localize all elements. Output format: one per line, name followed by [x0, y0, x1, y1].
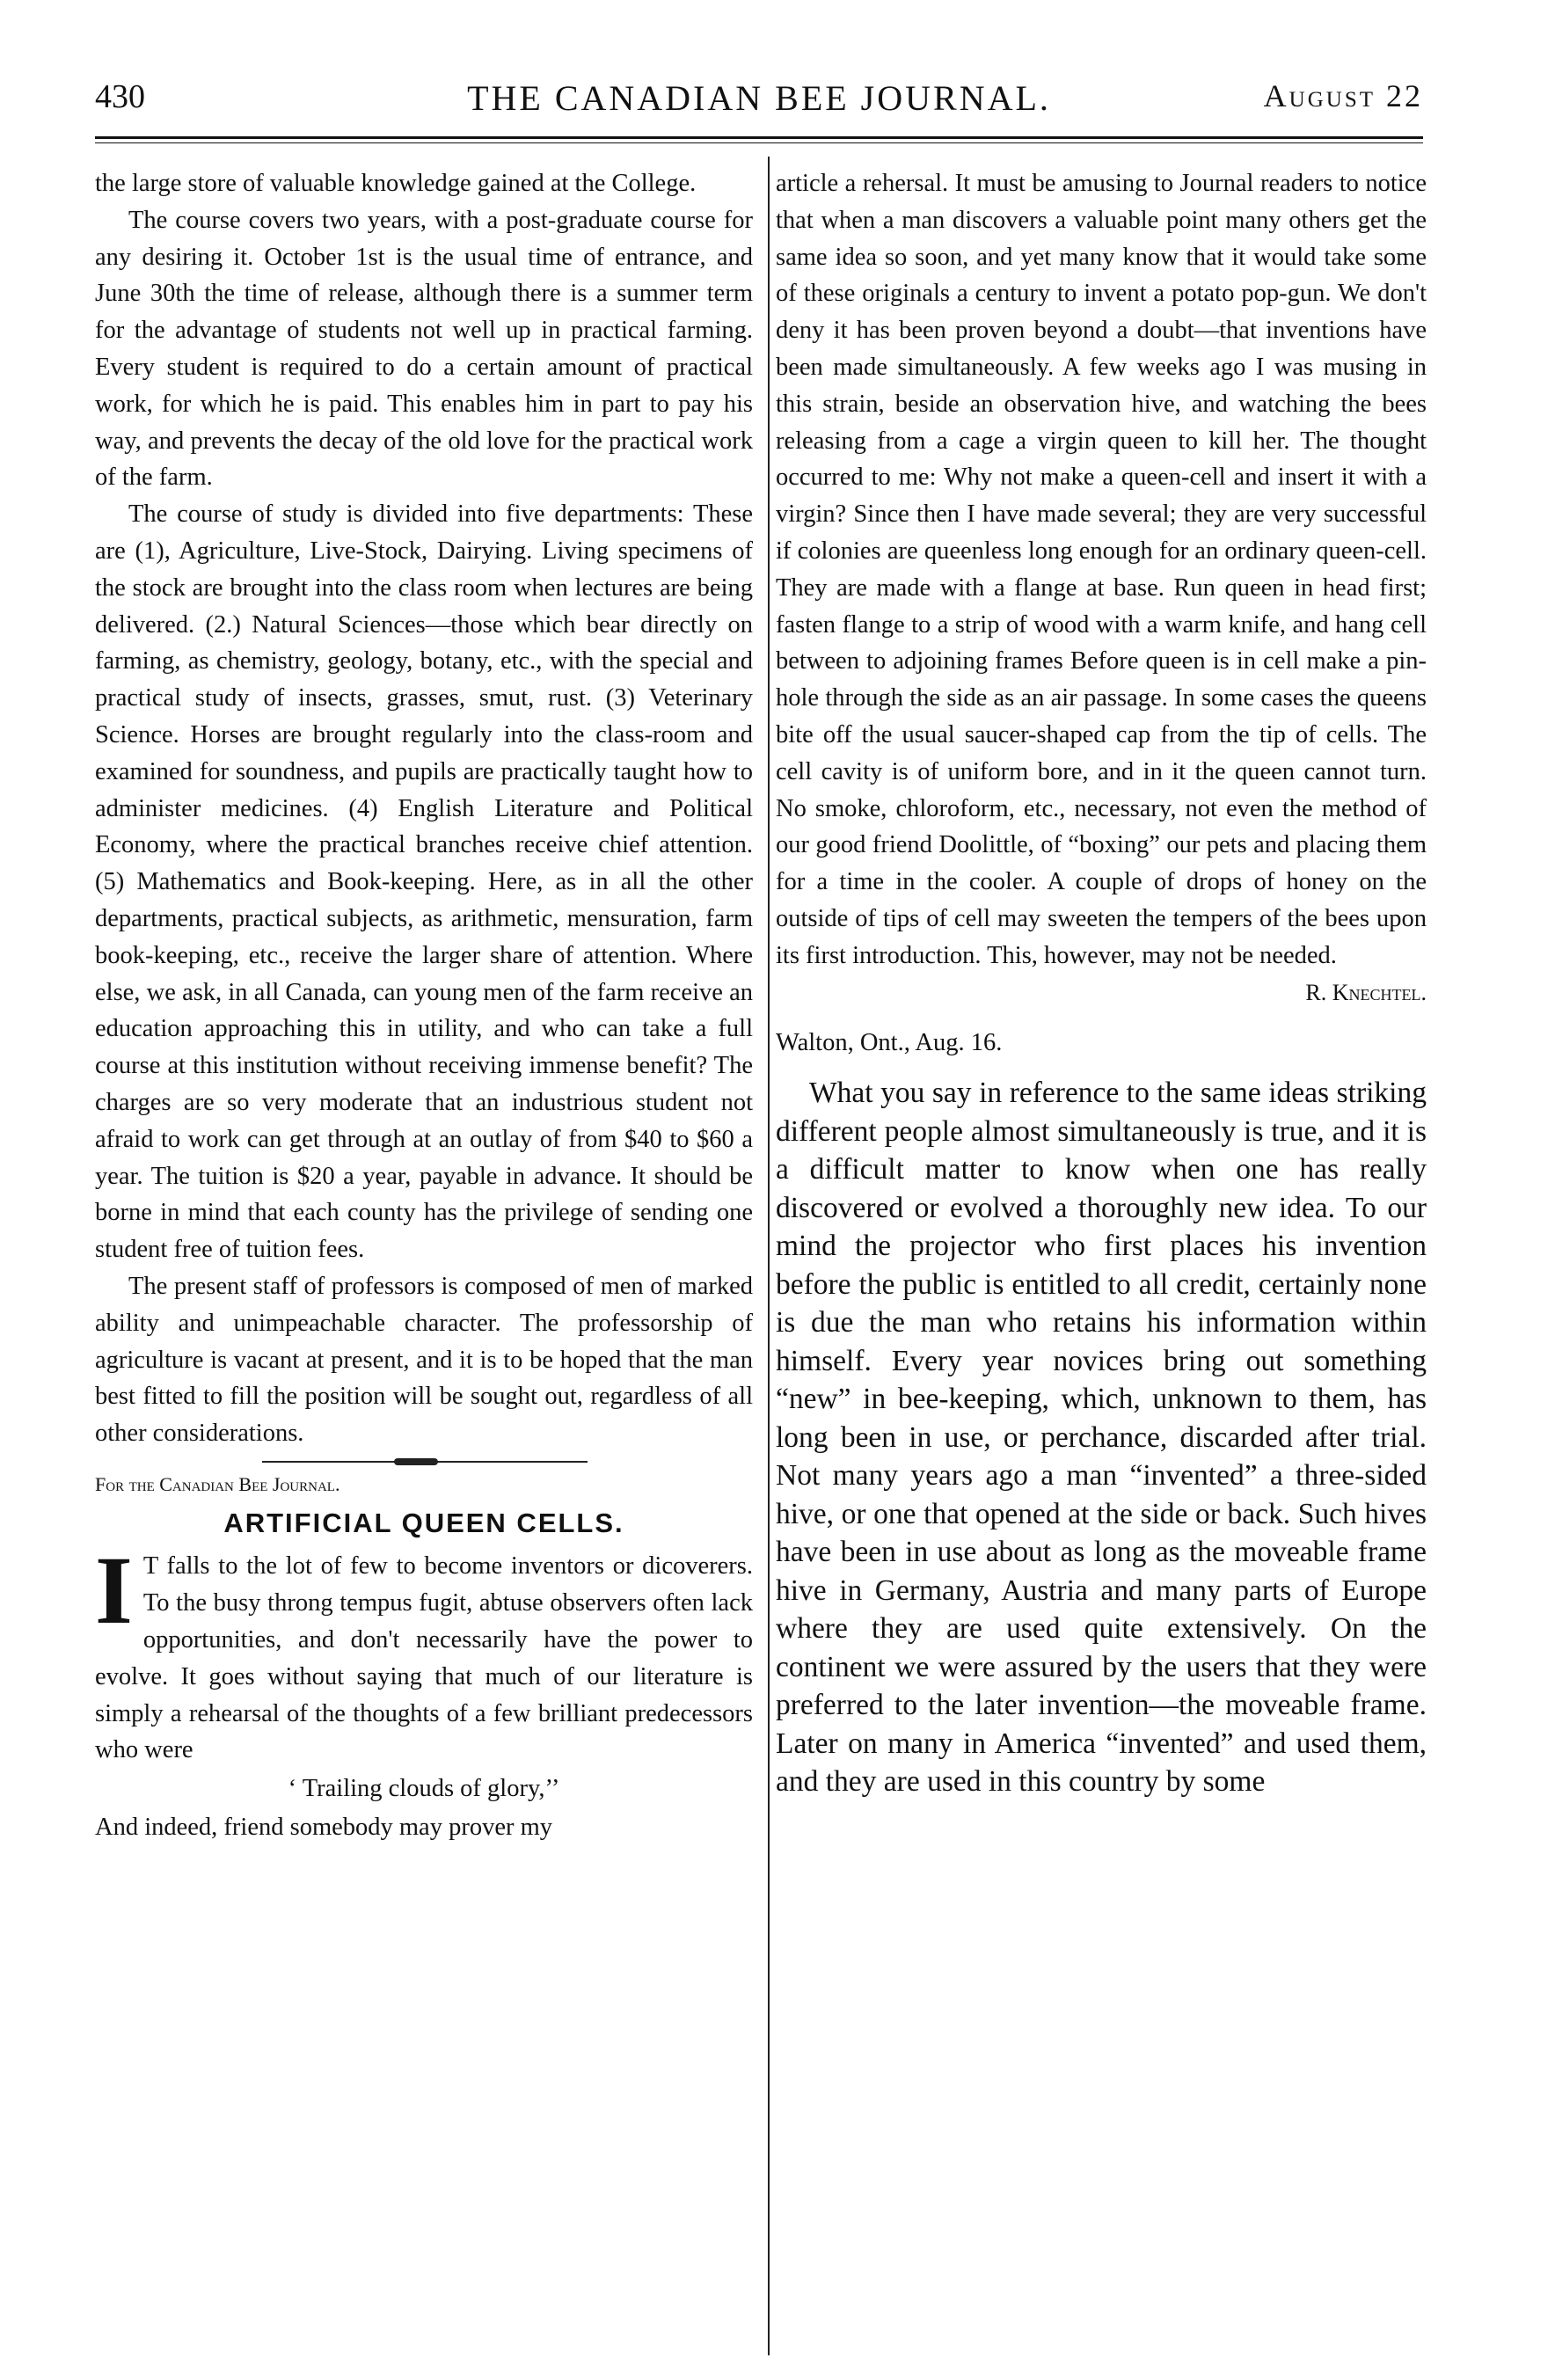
article-credit: For the Canadian Bee Journal.	[95, 1472, 340, 1495]
issue-date: August 22	[1263, 78, 1423, 113]
verse-quote: ‘ Trailing clouds of glory,’’	[288, 1775, 560, 1803]
header-rule	[95, 136, 1423, 139]
paragraph: article a rehersal. It must be amusing to Journal readers to notice that when a man discovers a valuable point many others get the same idea so soon, and yet many know that it would take some of these originals a century to invent a potato pop-gun. We don't deny it has been proven beyond a doubt—that inventions have been made simultaneously. A few weeks ago I was musing in this strain, beside an observation hive, and watching the bees releasing from a cage a virgin queen to kill her. The thought occurred to me: Why not make a queen-cell and insert it with a virgin? Since then I have made several; they are very successful if colonies are queenless long enough for an ordinary queen-cell. They are made with a flange at base. Run queen in head first; fasten flange to a strip of wood with a warm knife, and hang cell between to adjoining frames Before queen is in cell make a pin-hole through the side as an air passage. In some cases the queens bite off the usual saucer-shaped cap from the tip of cells. The cell cavity is of uniform bore, and in it the queen cannot turn. No smoke, chloroform, etc., necessary, not even the method of our good friend Doolittle, of “boxing” our pets and placing them for a time in the cooler. A couple of drops of honey on the outside of tips of cell may sweeten the tempers of the bees upon its first introduction. This, however, may not be needed.	[776, 170, 1427, 969]
paragraph-text: T falls to the lot of few to become inventors or dicoverers. To the busy throng tempus fugit, abtuse observers often lack opportunities, and don't necessarily have the power to evolve. It goes without saying that much of our literature is simply a rehearsal of the thoughts of a few brilliant predecessors who were	[95, 1552, 753, 1764]
article-heading: ARTIFICIAL QUEEN CELLS.	[223, 1507, 624, 1538]
column-divider	[768, 157, 770, 2355]
section-divider	[262, 1461, 588, 1463]
paragraph: The present staff of professors is composed of men of marked ability and unimpeachable character. The professorship of agriculture is vacant at present, and it is to be hoped that the man best fitted to fill the position will be sought out, regardless of all other considerations.	[95, 1272, 753, 1448]
header-rule-thin	[95, 142, 1423, 143]
paragraph: The course of study is divided into five departments: These are (1), Agriculture, Live-Stock, Dairying. Living specimens of the stock are brought into the class room when lectures are being delivered. (2.) Natural Sciences—those which bear directly on farming, as chemistry, geology, botany, etc., with the special and practical study of insects, grasses, smut, rust. (3) Veterinary Science. Horses are brought regularly into the class-room and examined for soundness, and pupils are practically taught how to administer medicines. (4) English Literature and Political Economy, where the practical branches receive chief attention. (5) Mathematics and Book-keeping. Here, as in all the other departments, practical subjects, as arithmetic, mensuration, farm book-keeping, etc., receive the larger share of attention. Where else, we ask, in all Canada, can young men of the farm receive an education approaching this in utility, and who can take a full course at this institution without receiving immense benefit? The charges are so very moderate that an industrious student not afraid to work can get through at an outlay of from $40 to $60 a year. The tuition is $20 a year, payable in advance. It should be borne in mind that each county has the privilege of sending one student free of tuition fees.	[95, 500, 753, 1264]
journal-title: THE CANADIAN BEE JOURNAL.	[467, 78, 1051, 118]
paragraph: And indeed, friend somebody may prover my	[95, 1814, 552, 1842]
author-signature: R. Knechtel.	[1305, 979, 1427, 1005]
dateline: Walton, Ont., Aug. 16.	[776, 1029, 1003, 1057]
editor-note: What you say in reference to the same ideas striking different people almost simultaneously is true, and it is a difficult matter to know when one has really discovered or evolved a thoroughly new idea. To our mind the projector who first places his invention before the public is entitled to all credit, certainly none is due the man who retains his information within himself. Every year novices bring out something “new” in bee-keeping, which, unknown to them, has long been in use, or perchance, discarded after trial. Not many years ago a man “invented” a three-sided hive, or one that opened at the side or back. Such hives have been in use about as long as the moveable frame hive in Germany, Austria and many parts of Europe where they are used quite extensively. On the continent we were assured by the users that they were preferred to the later invention—the moveable frame. Later on many in America “invented” and used them, and they are used in this country by some	[776, 1077, 1427, 1799]
left-column	[95, 165, 753, 1846]
page-number: 430	[95, 78, 145, 115]
paragraph	[95, 1537, 753, 1769]
right-column	[776, 165, 1427, 1801]
paragraph: The course covers two years, with a post-graduate course for any desiring it. October 1st is the usual time of entrance, and June 30th the time of release, although there is a summer term for the advantage of students not well up in practical farming. Every student is required to do a certain amount of practical work, for which he is paid. This enables him in part to pay his way, and prevents the decay of the old love for the practical work of the farm.	[95, 206, 753, 492]
paragraph: the large store of valuable knowledge gained at the College.	[95, 170, 697, 197]
page-header	[95, 77, 1423, 130]
drop-cap: I	[95, 1537, 133, 1645]
